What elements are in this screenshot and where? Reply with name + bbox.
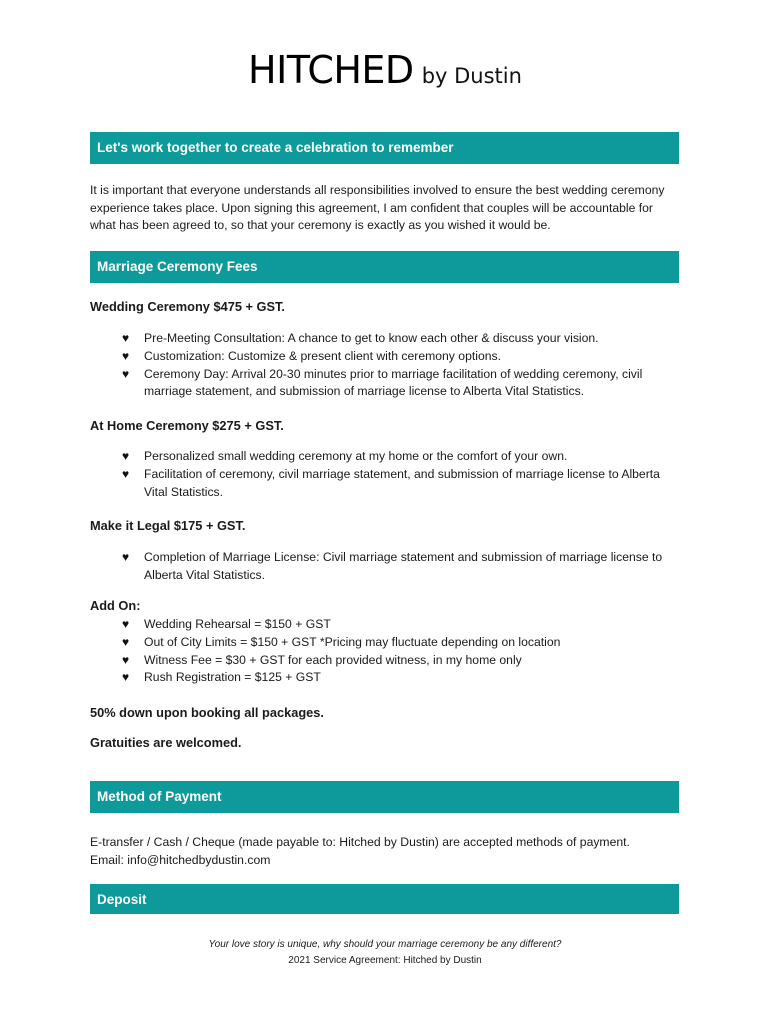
list-item: ♥ Ceremony Day: Arrival 20-30 minutes prior to marriage facilitation of wedding ceremony, civil marriage statement, and submission of marriage license to Alberta Vital Statistics. [120, 366, 685, 402]
package-list-legal [120, 549, 685, 585]
addon-title: Add On: [90, 598, 141, 613]
footer-agreement: 2021 Service Agreement: Hitched by Dustin [288, 955, 482, 966]
down-payment-note: 50% down upon booking all packages. [90, 705, 324, 720]
package-title-wedding: Wedding Ceremony $475 + GST. [90, 299, 285, 314]
payment-email: Email: info@hitchedbydustin.com [90, 853, 271, 867]
payment-heading-bar: Method of Payment [90, 781, 679, 813]
logo [0, 48, 770, 92]
list-item: ♥ Customization: Customize & present client with ceremony options. [120, 348, 685, 366]
fees-heading-bar: Marriage Ceremony Fees [90, 251, 679, 283]
package-title-home: At Home Ceremony $275 + GST. [90, 418, 284, 433]
list-item: ♥ Wedding Rehearsal = $150 + GST [120, 616, 685, 634]
logo-sub: by Dustin [421, 64, 522, 88]
addon-list [120, 616, 685, 687]
deposit-heading-bar: Deposit [90, 884, 679, 914]
footer-tagline: Your love story is unique, why should your marriage ceremony be any different? [208, 939, 562, 950]
list-item: ♥ Facilitation of ceremony, civil marriage statement, and submission of marriage license to Alberta Vital Statistics. [120, 466, 685, 502]
list-item: ♥ Completion of Marriage License: Civil marriage statement and submission of marriage license to Alberta Vital Statistics. [120, 549, 685, 585]
list-item: ♥ Out of City Limits = $150 + GST *Pricing may fluctuate depending on location [120, 634, 685, 652]
intro-heading-bar: Let's work together to create a celebration to remember [90, 132, 679, 164]
gratuities-note: Gratuities are welcomed. [90, 735, 242, 750]
package-list-home [120, 448, 685, 501]
package-list-wedding [120, 330, 685, 401]
logo-brand: HITCHED [248, 48, 414, 92]
list-item: ♥ Rush Registration = $125 + GST [120, 669, 685, 687]
list-item: ♥ Pre-Meeting Consultation: A chance to get to know each other & discuss your vision. [120, 330, 685, 348]
list-item: ♥ Witness Fee = $30 + GST for each provided witness, in my home only [120, 652, 685, 670]
package-title-legal: Make it Legal $175 + GST. [90, 518, 246, 533]
payment-methods-text: E-transfer / Cash / Cheque (made payable to: Hitched by Dustin) are accepted methods of payment. [90, 835, 630, 849]
intro-paragraph: It is important that everyone understands all responsibilities involved to ensure the best wedding ceremony experience takes place. Upon signing this agreement, I am confident that couples will be accountable for what has been agreed to, so that your ceremony is exactly as you wished it would be. [90, 183, 665, 233]
list-item: ♥ Personalized small wedding ceremony at my home or the comfort of your own. [120, 448, 685, 466]
